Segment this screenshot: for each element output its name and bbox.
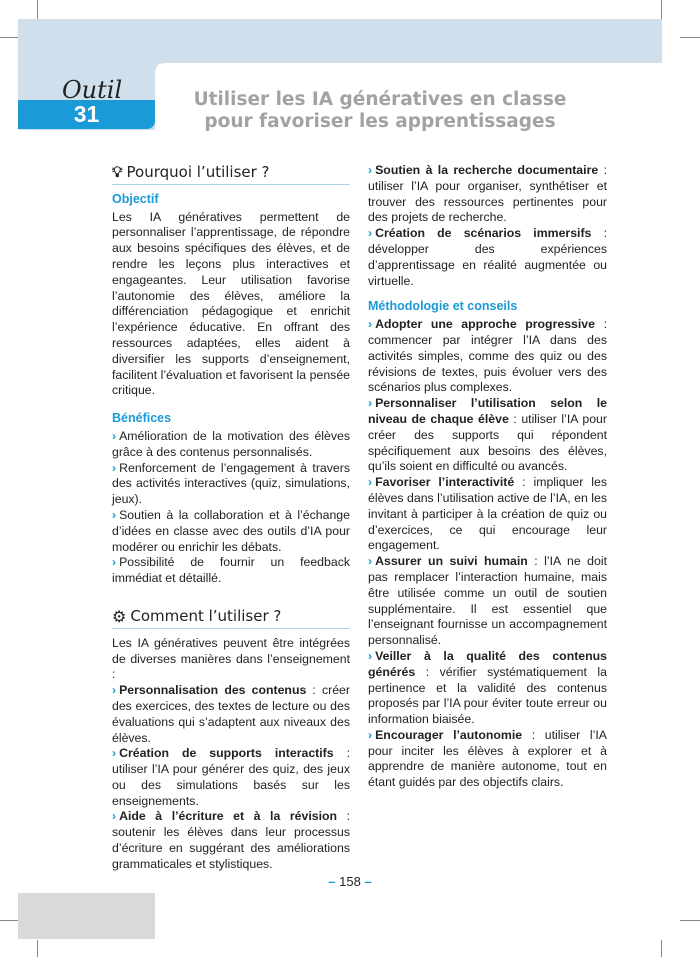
list-item [368,475,607,554]
list-item [368,554,607,649]
item-label: Encourager l’autonomie [375,727,523,742]
heading-text: Pourquoi l’utiliser ? [126,163,270,181]
crop-mark [680,37,700,38]
item-text: : impliquer les élèves dans l’utilisation active de l’IA, en les invitant à participer à la création de quiz ou d’exercices, ce qui encourage leur engagement. [368,475,607,553]
header-band [18,19,662,64]
page-number: – 158 – [328,874,372,889]
item-text: Amélioration de la motivation des élèves grâce à des contenus personnalisés. [112,428,350,459]
item-text: : développer des expériences d’apprentissage en réalité augmentée ou virtuelle. [368,226,607,288]
title-line: pour favoriser les apprentissages [204,111,556,132]
item-label: Favoriser l’interactivité [375,475,515,490]
list-item [368,317,607,396]
list-item [368,649,607,728]
subheading-objectif: Objectif [112,191,159,206]
gears-icon: ⚙ [112,606,127,626]
item-text: Renforcement de l’engagement à travers des activités interactives (quiz, simulations, jeux). [112,460,350,507]
comment-intro: Les IA génératives peuvent être intégrées de diverses manières dans l’enseignement : [112,635,350,682]
list-item [112,683,350,746]
item-text: Possibilité de fournir un feedback immédiat et détaillé. [112,555,350,586]
chevron-right-icon: › [368,163,373,177]
item-text: : utiliser l’IA pour organiser, synthétiser et trouver des ressources pertinentes pour des projets de recherche. [368,163,607,225]
list-item [368,163,607,226]
chevron-right-icon: › [368,727,373,742]
chevron-right-icon: › [368,396,373,411]
chevron-right-icon: › [368,648,373,663]
chevron-right-icon: › [112,555,117,570]
chevron-right-icon: › [112,460,117,475]
crop-mark [0,920,18,921]
chevron-right-icon: › [112,428,117,443]
heading-text: Comment l’utiliser ? [130,606,282,625]
item-text: : vérifier systématiquement la pertinence et la validité des contenus proposés par l’IA pour éviter toute erreur ou information biaisée. [368,664,607,727]
tool-label: Outil [62,76,123,104]
page-number-text: 158 [339,874,361,889]
section-heading-pourquoi [112,165,350,185]
tool-number: 31 [73,101,100,127]
chevron-right-icon: › [112,809,117,824]
item-label: Adopter une approche progressive [375,317,595,332]
list-item [368,396,607,475]
crop-mark [37,940,38,957]
item-text: : utiliser l’IA pour inciter les élèves à explorer et à apprendre de manière autonome, tout en étant guidés par des objectifs clairs. [368,727,607,790]
item-label: Personnalisation des contenus [119,683,307,698]
chevron-right-icon: › [368,226,373,241]
list-item [112,461,350,508]
crop-mark [661,0,662,19]
objectif-text: Les IA génératives permettent de personnaliser l’apprentissage, de répondre aux besoins spécifiques des élèves, et de rendre les leçons plus interactives et engageantes. Leur utilisation favorise l’autonomie des élèves, améliore la différenciation pédagogique et enrichit l’expérience éducative. En offrant des ressources adaptées, elles aident à diversifier les supports d’enseignement, facilitent l’évaluation et favorisent la pensée critique. [112,209,350,398]
item-label: Aide à l’écriture et à la révision [119,809,338,824]
item-label: Veiller à la qualité des contenus générés [368,648,607,679]
item-label: Soutien à la recherche documentaire [375,163,599,177]
chevron-right-icon: › [112,746,117,761]
list-item [112,508,350,555]
chevron-right-icon: › [112,507,117,522]
title-line: Utiliser les IA génératives en classe [193,89,567,110]
item-text: : l’IA ne doit pas remplacer l’interaction humaine, mais être utilisée comme un outil de soutien supplémentaire. Il est essentiel que l’enseignant fournisse un accompagnement personnalisé. [368,554,607,648]
item-text: Soutien à la collaboration et à l’échange d’idées en classe avec des outils d’IA pour modérer ou enrichir les débats. [112,507,350,554]
chevron-right-icon: › [368,317,373,332]
item-label: Création de supports interactifs [119,746,334,761]
left-column [112,165,350,873]
crop-mark [680,920,700,921]
chevron-right-icon: › [368,475,373,490]
section-heading-comment [112,606,350,629]
list-item [368,226,607,289]
item-label: Personnaliser l’utilisation selon le niveau de chaque élève [368,396,607,426]
item-label: Assurer un suivi humain [375,554,528,569]
list-item [112,555,350,587]
item-label: Création de scénarios immersifs [375,226,592,241]
page-title [160,89,600,133]
crop-mark [0,37,18,38]
chevron-right-icon: › [368,554,373,569]
list-item [112,809,350,872]
list-item [368,728,607,791]
item-text: : créer des exercices, des textes de lecture ou des évaluations qui s’adaptent aux niveaux des élèves. [112,683,350,745]
item-text: : utiliser l’IA pour créer des supports qui répondent spécifiquement aux besoins des élèves, qu’ils soient en difficulté ou avancés. [368,411,607,474]
subheading-benefices: Bénéfices [112,411,172,426]
chevron-right-icon: › [112,683,117,698]
item-text: : soutenir les élèves dans leur processus d’écriture en suggérant des améliorations grammaticales et stylistiques. [112,809,350,871]
list-item [112,746,350,809]
subheading-methodologie: Méthodologie et conseils [368,299,518,314]
item-text: : utiliser l’IA pour générer des quiz, des jeux ou des simulations basés sur les enseignements. [112,746,350,808]
footer-tab [18,893,155,939]
crop-mark [661,940,662,957]
item-text: : commencer par intégrer l’IA dans des activités simples, comme des quiz ou des révisions de textes, puis évoluer vers des scénarios plus complexes. [368,317,608,395]
lightbulb-icon: 💡︎ [112,163,123,181]
right-column [368,163,607,791]
list-item [112,429,350,461]
crop-mark [37,0,38,19]
